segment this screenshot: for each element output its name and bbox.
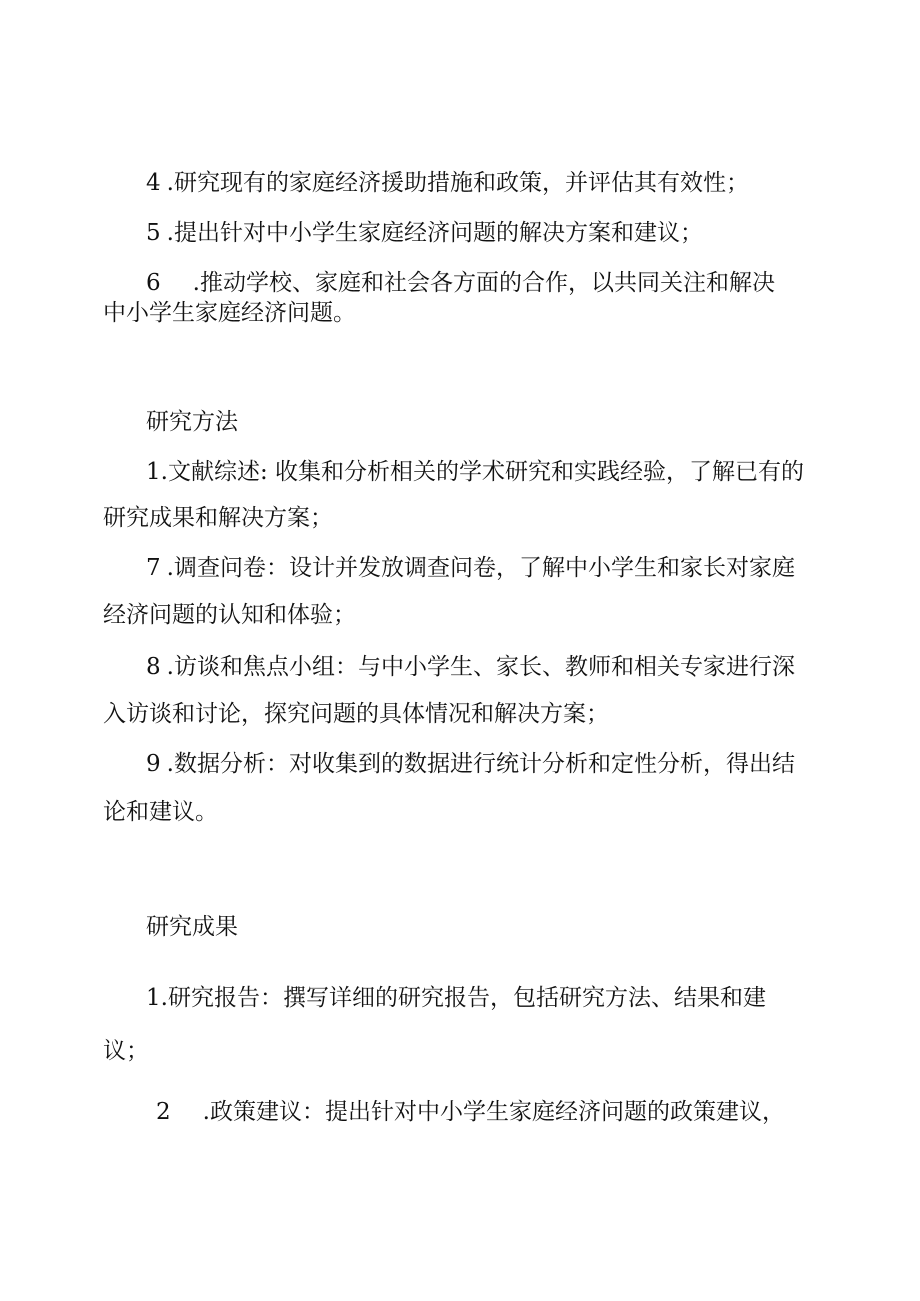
list-item-continuation: 议； (103, 1038, 149, 1064)
item-number: 1. (146, 459, 168, 485)
item-text: .研究现有的家庭经济援助措施和政策，并评估其有效性； (166, 170, 749, 196)
section-heading-results: 研究成果 (146, 914, 238, 940)
list-item (146, 749, 795, 779)
item-number: 8 (146, 654, 161, 680)
item-number: 7 (146, 555, 161, 581)
list-item (146, 168, 749, 198)
section-heading-methods: 研究方法 (146, 409, 238, 435)
item-number: 5 (146, 220, 161, 246)
list-item-continuation: 研究成果和解决方案； (103, 505, 333, 531)
list-item (146, 553, 795, 583)
item-text: .数据分析：对收集到的数据进行统计分析和定性分析，得出结 (166, 751, 795, 777)
list-item (146, 218, 703, 248)
list-item (146, 652, 795, 682)
list-item (156, 1097, 785, 1127)
list-item (146, 268, 775, 298)
item-text: 研究报告：撰写详细的研究报告，包括研究方法、结果和建 (167, 985, 766, 1011)
item-number: 2 (156, 1099, 171, 1125)
list-item-continuation: 论和建议。 (103, 799, 218, 825)
list-item (146, 457, 804, 487)
list-item-continuation: 中小学生家庭经济问题。 (103, 300, 356, 326)
list-item (146, 983, 766, 1013)
item-text: .提出针对中小学生家庭经济问题的解决方案和建议； (166, 220, 703, 246)
item-number: 1. (146, 985, 168, 1011)
item-text: 文献综述: 收集和分析相关的学术研究和实践经验，了解已有的 (167, 459, 805, 485)
item-number: 6 (146, 270, 161, 296)
item-text: .调查问卷：设计并发放调查问卷，了解中小学生和家长对家庭 (166, 555, 795, 581)
list-item-continuation: 入访谈和讨论，探究问题的具体情况和解决方案； (103, 701, 609, 727)
item-text: .推动学校、家庭和社会各方面的合作，以共同关注和解决 (192, 270, 775, 296)
list-item-continuation: 经济问题的认知和体验； (103, 602, 356, 628)
item-number: 9 (146, 751, 161, 777)
item-number: 4 (146, 170, 161, 196)
item-text: .政策建议：提出针对中小学生家庭经济问题的政策建议， (202, 1099, 785, 1125)
item-text: .访谈和焦点小组：与中小学生、家长、教师和相关专家进行深 (166, 654, 795, 680)
